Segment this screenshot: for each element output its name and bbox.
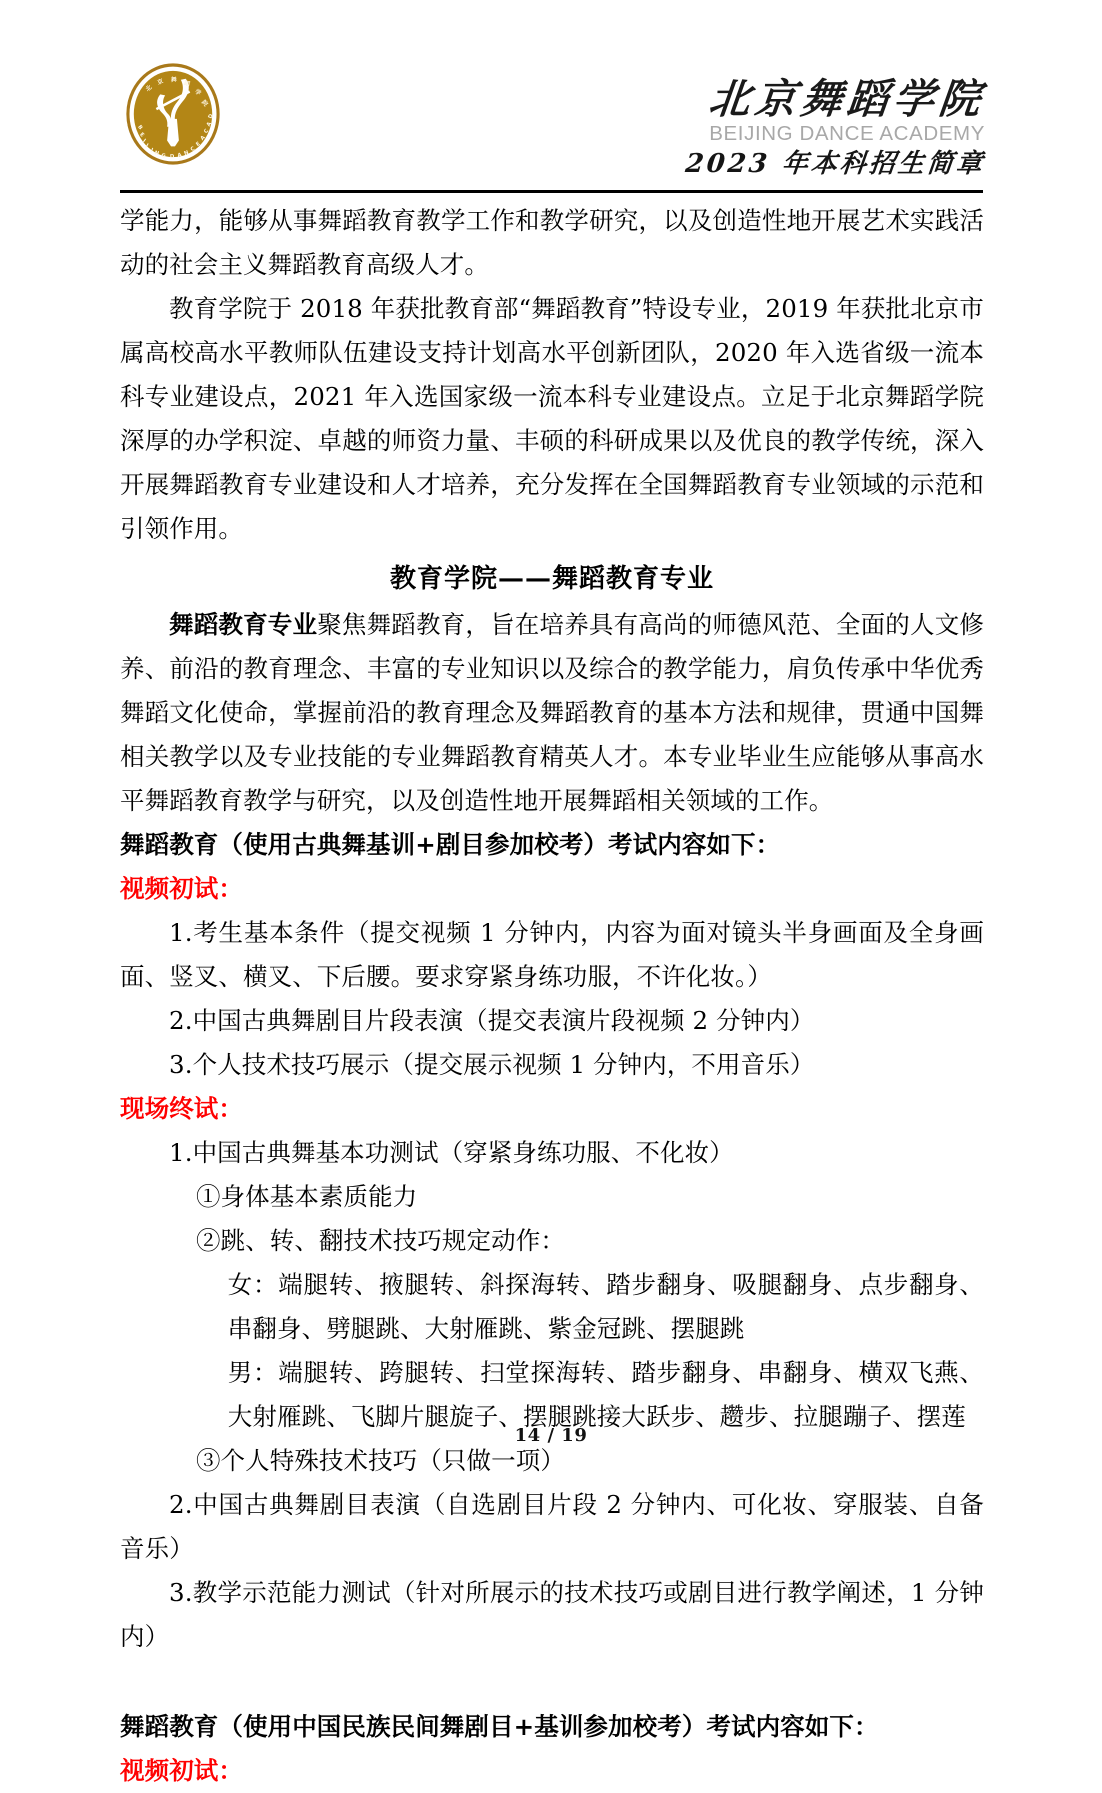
svg-text:B: B [136,124,144,132]
label-onsite-final: 现场终试： [120,1094,243,1123]
page-number: 14 / 19 [514,1425,588,1446]
list-item: ③个人特殊技术技巧（只做一项） [195,1446,565,1475]
list-item: ②跳、转、翻技术技巧规定动作： [195,1226,565,1255]
svg-text:E: E [195,140,202,148]
svg-text:G: G [161,153,167,160]
svg-text:N: N [153,150,160,158]
list-item: 3.教学示范能力测试（针对所展示的技术技巧或剧目进行教学阐述，1 分钟内） [120,1578,984,1651]
page-header [0,0,1102,186]
label-video-preliminary-2: 视频初试： [120,1756,243,1785]
section-title: 教育学院——舞蹈教育专业 [389,564,714,594]
svg-text:J: J [144,142,150,150]
list-item: 1.考生基本条件（提交视频 1 分钟内，内容为面对镜头半身画面及全身画面、竖叉、横叉、下后腰。要求穿紧身练功服，不许化妆。） [120,918,984,991]
header-divider [120,190,983,193]
brand-title-cn: 北京舞蹈学院 [706,75,988,123]
list-item: 2.中国古典舞剧目片段表演（提交表演片段视频 2 分钟内） [169,1006,815,1035]
document-body [120,199,984,1793]
list-item-male: 男：端腿转、跨腿转、扫堂探海转、踏步翻身、串翻身、横双飞燕、大射雁跳、飞脚片腿旋子、摆腿跳接大跃步、趱步、拉腿蹦子、摆莲 [227,1358,984,1431]
academy-seal-logo-icon [124,62,222,166]
list-item: 2.中国古典舞剧目表演（自选剧目片段 2 分钟内、可化妆、穿服装、自备音乐） [120,1490,984,1563]
paragraph-major-rest: 聚焦舞蹈教育，旨在培养具有高尚的师德风范、全面的人文修养、前沿的教育理念、丰富的专业知识以及综合的教学能力，肩负传承中华优秀舞蹈文化使命，掌握前沿的教育理念及舞蹈教育的基本方法和规律，贯通中国舞相关教学以及专业技能的专业舞蹈教育精英人才。本专业毕业生应能够从事高水平舞蹈教育教学与研究，以及创造性地开展舞蹈相关领域的工作。 [120,610,984,815]
svg-text:D: D [169,153,175,161]
svg-text:I: I [141,138,147,145]
svg-text:京: 京 [156,78,165,87]
label-video-preliminary-1: 视频初试： [120,874,243,903]
svg-text:I: I [149,147,154,154]
svg-text:C: C [203,127,211,135]
list-item: 1.中国古典舞基本功测试（穿紧身练功服、不化妆） [169,1138,734,1167]
paragraph-major [120,603,984,823]
svg-text:A: A [199,134,207,142]
svg-text:A: A [205,121,214,128]
list-item: 3.个人技术技巧展示（提交展示视频 1 分钟内，不用音乐） [169,1050,815,1079]
paragraph-continued: 学能力，能够从事舞蹈教育教学工作和教学研究，以及创造性地开展艺术实践活动的社会主义舞蹈教育高级人才。 [120,206,984,279]
list-item: ①身体基本素质能力 [195,1182,418,1211]
svg-text:E: E [138,131,146,139]
svg-text:N: N [183,149,190,158]
svg-text:D: D [207,113,215,120]
svg-text:北: 北 [145,84,154,94]
svg-text:舞: 舞 [170,77,178,84]
svg-text:学: 学 [193,89,202,98]
svg-text:院: 院 [199,99,209,108]
brand-title-en: BEIJING DANCE ACADEMY [709,122,985,146]
svg-text:蹈: 蹈 [183,80,191,88]
brand-block [684,75,988,179]
exam-heading-classical: 舞蹈教育（使用古典舞基训+剧目参加校考）考试内容如下： [120,830,781,859]
paragraph-institute: 教育学院于 2018 年获批教育部“舞蹈教育”特设专业，2019 年获批北京市属高校高水平教师队伍建设支持计划高水平创新团队，2020 年入选省级一流本科专业建设点，2021 年入选国家级一流本科专业建设点。立足于北京舞蹈学院深厚的办学积淀、卓越的师资力量、丰硕的科研成果以及优良的教学传统，深入开展舞蹈教育专业建设和人才培养，充分发挥在全国舞蹈教育专业领域的示范和引领作用。 [120,294,984,543]
exam-heading-folk: 舞蹈教育（使用中国民族民间舞剧目+基训参加校考）考试内容如下： [120,1712,879,1741]
list-item-female: 女：端腿转、掖腿转、斜探海转、踏步翻身、吸腿翻身、点步翻身、串翻身、劈腿跳、大射雁跳、紫金冠跳、摆腿跳 [227,1270,984,1343]
svg-text:A: A [177,152,183,160]
svg-text:C: C [189,145,197,154]
brand-subtitle: 2023 年本科招生简章 [684,148,987,179]
paragraph-major-lead: 舞蹈教育专业 [169,610,318,639]
